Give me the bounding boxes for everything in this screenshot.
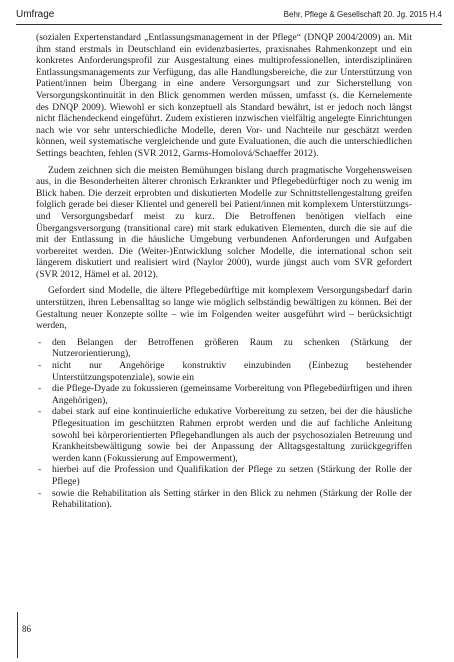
paragraph: (sozialen Expertenstandard „Entlassungsmanagement in der Pflege“ (DNQP 2004/2009) an. Mit ihm stand erstmals in Deutschland ein evidenzbasiertes, praxisnahes Rahmenkonzept und ein konkretes Anforderungsprofil zur Ausgestaltung eines multiprofessionellen, interdisziplinären Entlassungsmanagements zur Verfügung, das alle Handlungsbereiche, die zur Unterstützung von Patient/innen beim Übergang in eine andere Versorgungsart und zur Sicherstellung von Versorgungskontinuität in den Blick genommen werden müssen, umfasst (s. die Kernelemente des DNQP 2009). Wiewohl er sich konzeptuell als Standard bewährt, ist er jedoch noch längst nicht flächendeckend eingeführt. Zudem existieren inzwischen vielfältig angelegte Einrichtungen nach wie vor sehr unterschiedliche Modelle, deren Vor- und Nachteile nur geschätzt werden können, weil systematische vergleichende und gute Evaluationen, die auch die unterschiedlichen Settings beachten, fehlen (SVR 2012, Garms-Homolová/Schaeffer 2012). [36,32,412,159]
body-text [36,32,412,511]
page-number: 86 [22,624,31,634]
list-item: - dabei stark auf eine kontinuierliche edukative Vorbereitung zu setzen, bei der die häusliche Pflegesituation im geschützten Rahmen erprobt werden und die auf fachliche Anleitung sowohl bei körperorientierten Pflegehandlungen als auch der psychosozialen Betreuung und Krankheitsbewältigung sowie bei der Anpassung der Alltagsgestaltung zurückgegriffen werden kann (Fokussierung auf Empowerment), [36,406,412,464]
list-item: - nicht nur Angehörige konstruktiv einzubinden (Einbezug bestehender Unterstützungspotenziale), sowie ein [36,360,412,383]
paragraph: Zudem zeichnen sich die meisten Bemühungen bislang durch pragmatische Vorgehensweisen aus, in die Besonderheiten älterer chronisch Erkrankter und Pflegebedürftiger noch zu wenig im Blick haben. Die derzeit erprobten und diskutierten Modelle zur Schnittstellengestaltung greifen folglich gerade bei dieser Klientel und generell bei Patient/innen mit komplexem Unterstützungs- und Versorgungsbedarf meist zu kurz. Die Betroffenen benötigen vielfach eine Übergangsversorgung (transitional care) mit stark edukativen Elementen, durch die sie auf die mit der Entlassung in die häusliche Umgebung verbundenen Anforderungen und Aufgaben vorbereitet werden. Die (Weiter-)Entwicklung solcher Modelle, die international schon seit längerem diskutiert und realisiert wird (Naylor 2000), wurde jüngst auch vom SVR gefordert (SVR 2012, Hämel et al. 2012). [36,164,412,280]
running-header [16,6,442,25]
list-item: - die Pflege-Dyade zu fokussieren (gemeinsame Vorbereitung von Pflegebedürftigen und ihren Angehörigen), [36,383,412,406]
list-item: - sowie die Rehabilitation als Setting stärker in den Blick zu nehmen (Stärkung der Rolle der Rehabilitation). [36,488,412,511]
bullet-list [36,337,412,511]
running-title: Behr, Pflege & Gesellschaft 20. Jg. 2015 H.4 [283,10,442,19]
paragraph: Gefordert sind Modelle, die ältere Pflegebedürftige mit komplexem Versorgungsbedarf darin unterstützen, ihren Lebensalltag so lange wie möglich selbständig bewältigen zu können. Bei der Gestaltung neuer Konzepte sollte – wie im Folgenden weiter ausgeführt wird – berücksichtigt werden, [36,285,412,332]
list-item: - den Belangen der Betroffenen größeren Raum zu schenken (Stärkung der Nutzerorientierung), [36,337,412,360]
margin-rule [17,612,18,658]
list-item: - hierbei auf die Profession und Qualifikation der Pflege zu setzen (Stärkung der Rolle der Pflege) [36,464,412,487]
section-label: Umfrage [16,9,55,20]
